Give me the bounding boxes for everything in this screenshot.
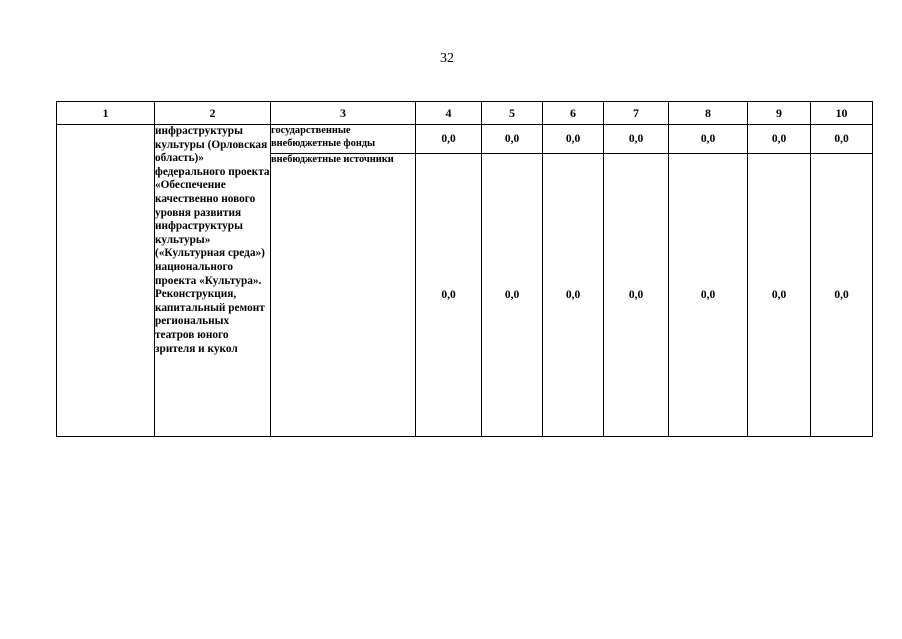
- column-header: 6: [543, 102, 604, 125]
- measure-description: инфраструктуры культуры (Орловская область)» федерального проекта «Обеспечение качественно нового уровня развития инфраструктуры культуры» («Культурная среда») национального проекта «Культура». Реконструкция, капитальный ремонт региональных театров юного зрителя и кукол: [155, 125, 271, 437]
- table-row: [57, 125, 873, 154]
- value-cell: 0,0: [604, 154, 669, 437]
- page-number: 32: [440, 51, 454, 66]
- column-header: 8: [669, 102, 748, 125]
- table-cell-col1: [57, 125, 155, 437]
- column-header: 9: [748, 102, 811, 125]
- column-header: 4: [416, 102, 482, 125]
- column-header: 3: [271, 102, 416, 125]
- column-header: 7: [604, 102, 669, 125]
- value-cell: 0,0: [811, 154, 873, 437]
- value-cell: 0,0: [811, 125, 873, 154]
- value-cell: 0,0: [482, 154, 543, 437]
- budget-table: [56, 101, 873, 437]
- value-cell: 0,0: [748, 154, 811, 437]
- value-cell: 0,0: [543, 154, 604, 437]
- funding-source: государственные внебюджетные фонды: [271, 125, 416, 154]
- header-row: [57, 102, 873, 125]
- value-cell: 0,0: [748, 125, 811, 154]
- value-cell: 0,0: [604, 125, 669, 154]
- column-header: 1: [57, 102, 155, 125]
- column-header: 5: [482, 102, 543, 125]
- funding-source: внебюджетные источники: [271, 154, 416, 437]
- value-cell: 0,0: [482, 125, 543, 154]
- column-header: 10: [811, 102, 873, 125]
- value-cell: 0,0: [416, 125, 482, 154]
- column-header: 2: [155, 102, 271, 125]
- value-cell: 0,0: [669, 154, 748, 437]
- value-cell: 0,0: [669, 125, 748, 154]
- value-cell: 0,0: [416, 154, 482, 437]
- value-cell: 0,0: [543, 125, 604, 154]
